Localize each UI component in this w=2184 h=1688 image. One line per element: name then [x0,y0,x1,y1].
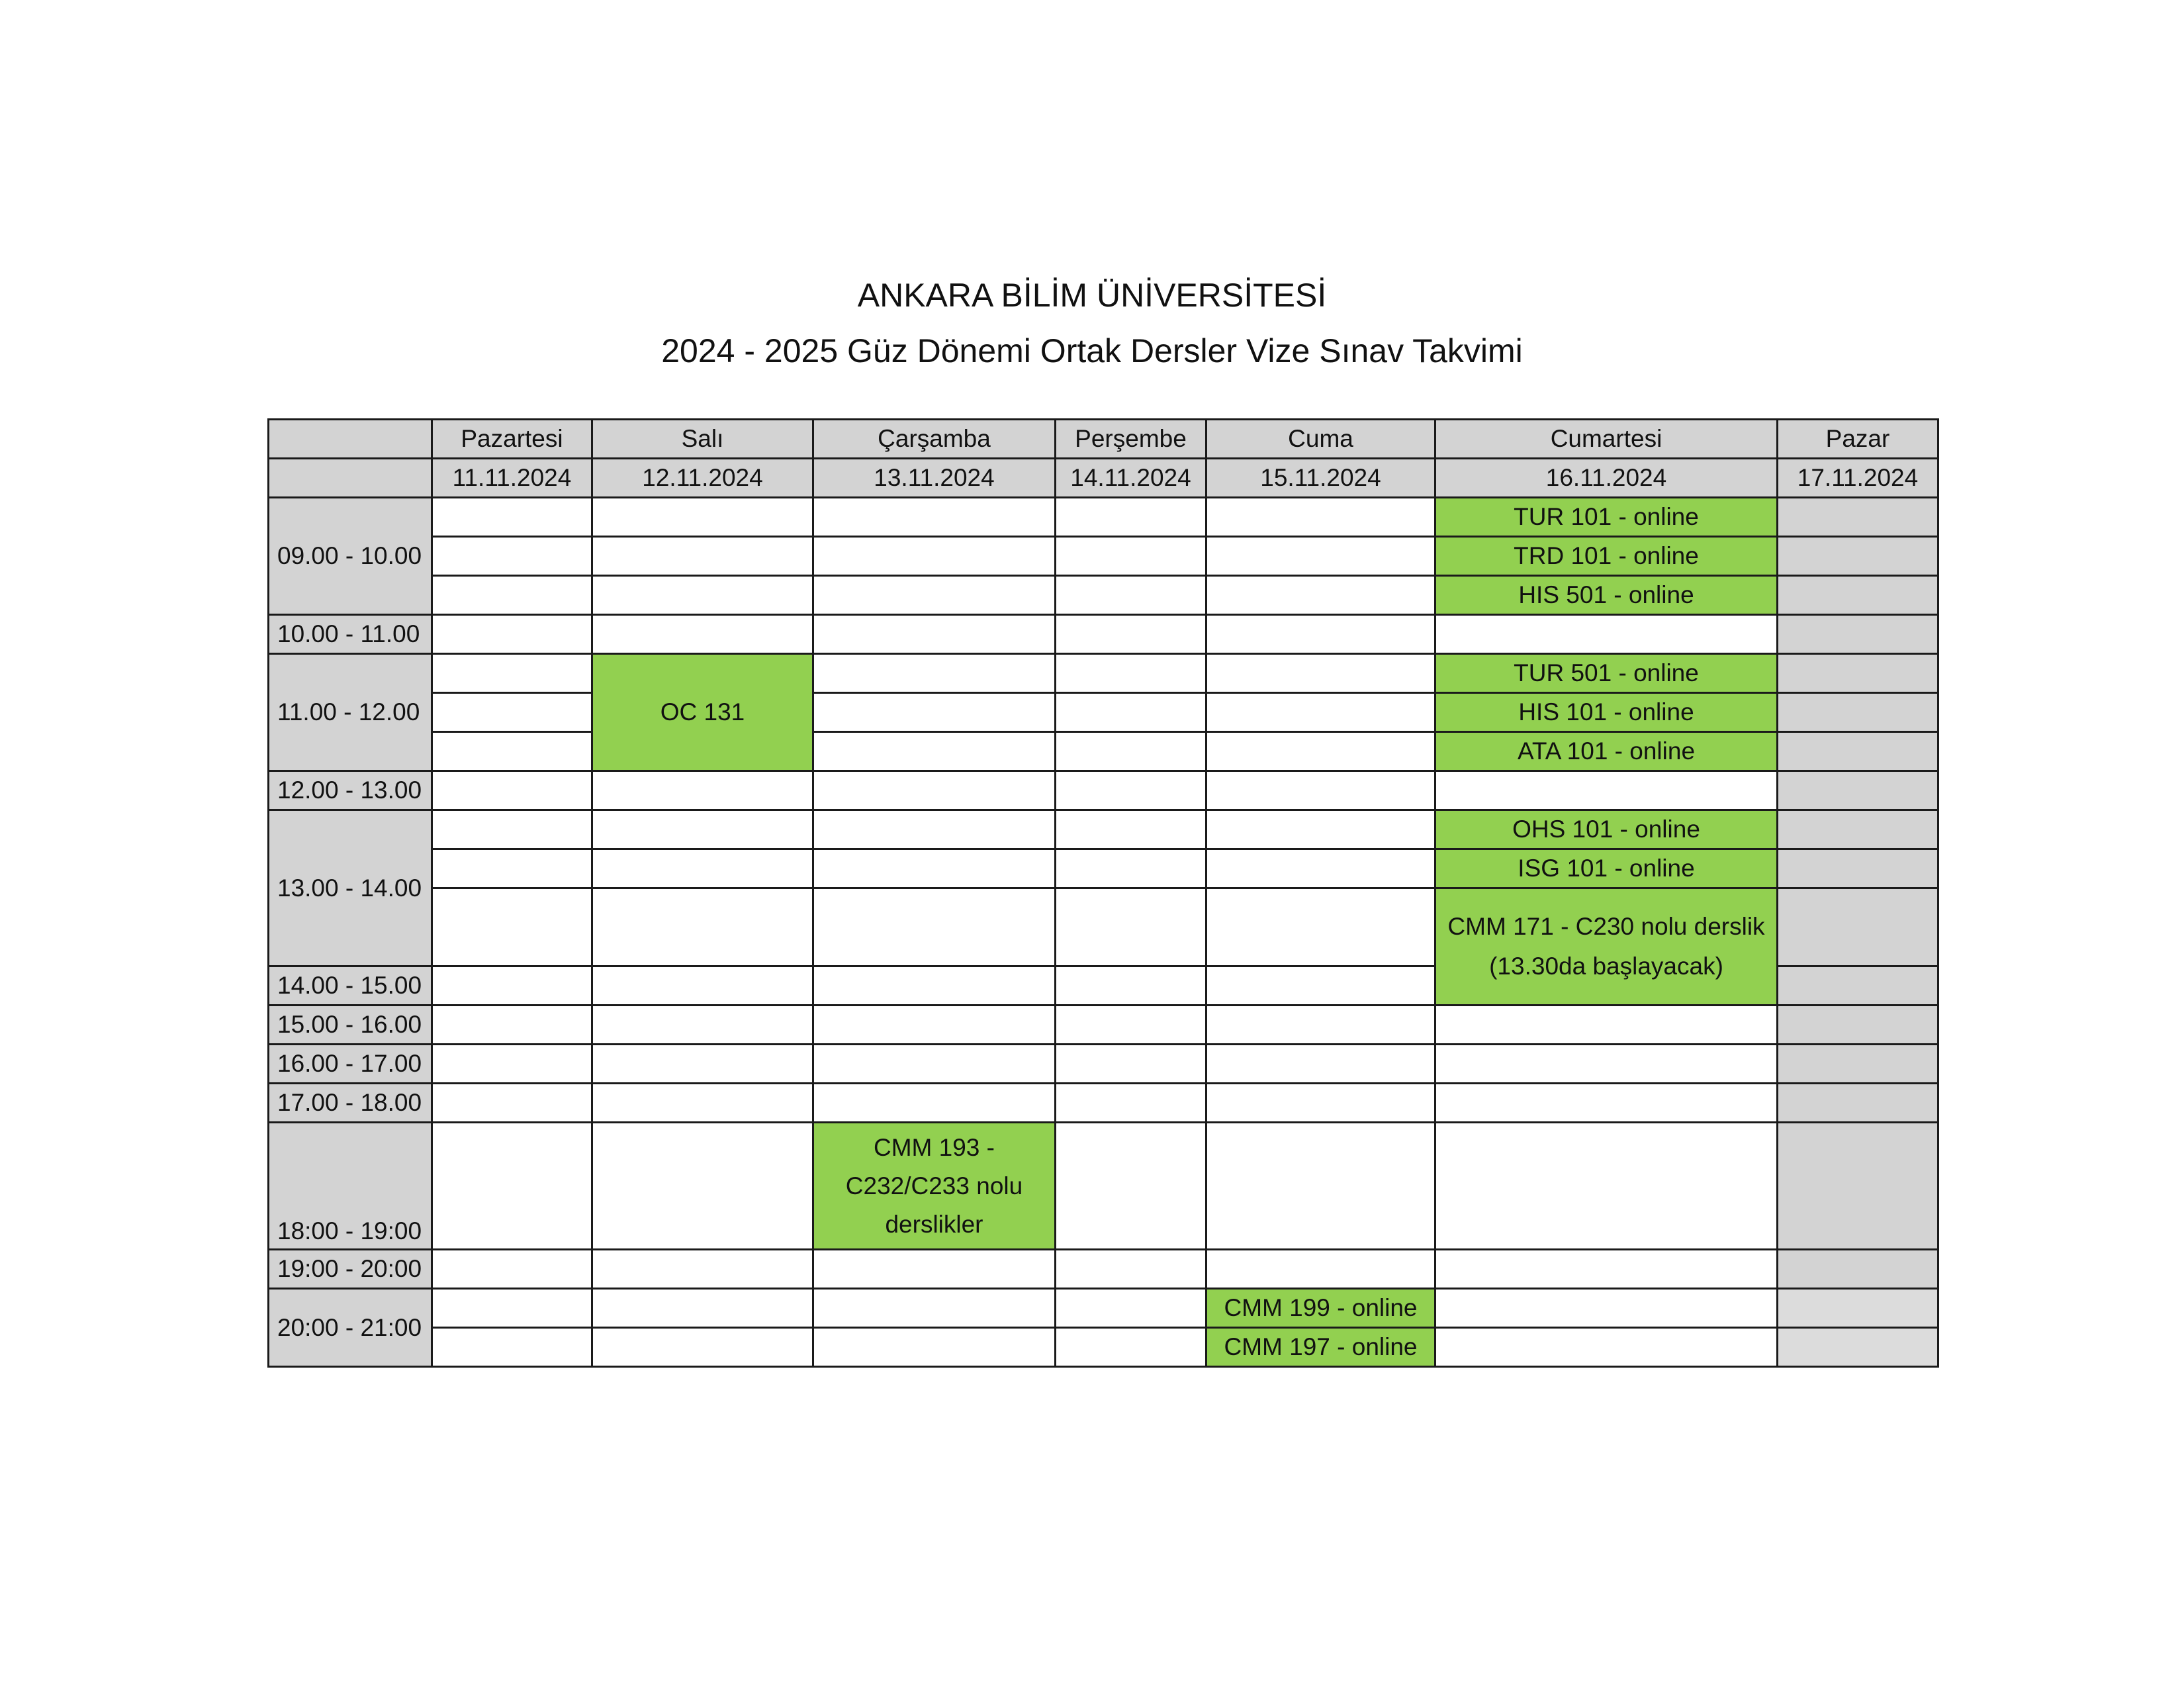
empty-cell [432,732,592,771]
corner-cell [269,420,432,459]
empty-cell [432,1289,592,1328]
empty-cell [1056,1289,1206,1328]
empty-cell [432,888,592,966]
empty-cell [1056,693,1206,732]
empty-cell [1435,1250,1778,1289]
empty-cell [592,1289,813,1328]
sunday-cell [1778,1250,1938,1289]
exam-cell: TRD 101 - online [1435,537,1778,576]
day-name: Cuma [1206,420,1435,459]
empty-cell [1435,1045,1778,1084]
empty-cell [813,537,1056,576]
day-date: 16.11.2024 [1435,459,1778,498]
empty-cell [1056,1006,1206,1045]
sunday-cell [1778,537,1938,576]
empty-cell [432,1084,592,1123]
table-row [269,1289,1938,1328]
empty-cell [1056,498,1206,537]
table-row [269,1123,1938,1250]
date-header-row [269,459,1938,498]
empty-cell [1056,615,1206,654]
exam-cell: TUR 101 - online [1435,498,1778,537]
empty-cell [1056,576,1206,615]
sunday-cell [1778,654,1938,693]
empty-cell [592,537,813,576]
corner-cell [269,459,432,498]
empty-cell [1056,1328,1206,1367]
empty-cell [1206,771,1435,810]
empty-cell [432,537,592,576]
empty-cell [813,966,1056,1006]
empty-cell [813,1328,1056,1367]
empty-cell [1056,810,1206,849]
empty-cell [592,888,813,966]
empty-cell [432,576,592,615]
sunday-cell [1778,966,1938,1006]
empty-cell [1206,888,1435,966]
sunday-cell [1778,1006,1938,1045]
time-slot-label: 13.00 - 14.00 [269,810,432,966]
empty-cell [813,1084,1056,1123]
empty-cell [1435,1289,1778,1328]
sunday-cell [1778,771,1938,810]
time-slot-label: 11.00 - 12.00 [269,654,432,771]
empty-cell [432,1250,592,1289]
table-row [269,1045,1938,1084]
day-name: Salı [592,420,813,459]
empty-cell [1056,1084,1206,1123]
time-slot-label: 14.00 - 15.00 [269,966,432,1006]
empty-cell [432,654,592,693]
empty-cell [1435,615,1778,654]
empty-cell [813,654,1056,693]
empty-cell [432,1328,592,1367]
time-slot-label: 17.00 - 18.00 [269,1084,432,1123]
table-row [269,693,1938,732]
empty-cell [1056,1123,1206,1250]
empty-cell [1435,1006,1778,1045]
empty-cell [592,1328,813,1367]
table-row [269,537,1938,576]
empty-cell [1206,498,1435,537]
empty-cell [813,810,1056,849]
sunday-cell [1778,732,1938,771]
table-row [269,771,1938,810]
exam-cell: CMM 197 - online [1206,1328,1435,1367]
empty-cell [1435,1328,1778,1367]
time-slot-label: 09.00 - 10.00 [269,498,432,615]
sunday-cell [1778,576,1938,615]
empty-cell [1206,1006,1435,1045]
exam-cell: CMM 199 - online [1206,1289,1435,1328]
table-row [269,1006,1938,1045]
time-slot-label: 16.00 - 17.00 [269,1045,432,1084]
sunday-cell [1778,615,1938,654]
table-row [269,732,1938,771]
empty-cell [1056,849,1206,888]
sunday-cell [1778,1289,1938,1328]
time-slot-label: 12.00 - 13.00 [269,771,432,810]
exam-cell: TUR 501 - online [1435,654,1778,693]
empty-cell [813,693,1056,732]
empty-cell [592,966,813,1006]
empty-cell [432,1123,592,1250]
day-date: 11.11.2024 [432,459,592,498]
empty-cell [813,498,1056,537]
day-date: 14.11.2024 [1056,459,1206,498]
empty-cell [1056,966,1206,1006]
empty-cell [432,810,592,849]
empty-cell [813,1006,1056,1045]
exam-cell: ISG 101 - online [1435,849,1778,888]
day-name: Perşembe [1056,420,1206,459]
empty-cell [1435,1123,1778,1250]
empty-cell [813,1250,1056,1289]
empty-cell [1206,1123,1435,1250]
sunday-cell [1778,693,1938,732]
empty-cell [813,1289,1056,1328]
day-name: Çarşamba [813,420,1056,459]
exam-cell-note: (13.30da başlayacak) [1489,953,1723,980]
empty-cell [592,1045,813,1084]
empty-cell [1056,1250,1206,1289]
empty-cell [813,615,1056,654]
empty-cell [1206,654,1435,693]
empty-cell [592,576,813,615]
empty-cell [1206,693,1435,732]
empty-cell [1206,966,1435,1006]
day-name: Pazartesi [432,420,592,459]
empty-cell [592,615,813,654]
empty-cell [1056,1045,1206,1084]
university-title: ANKARA BİLİM ÜNİVERSİTESİ [857,277,1327,314]
empty-cell [1206,1250,1435,1289]
exam-cell: CMM 193 - C232/C233 nolu derslikler [813,1123,1056,1250]
sunday-cell [1778,498,1938,537]
empty-cell [1056,888,1206,966]
empty-cell [813,888,1056,966]
sunday-cell [1778,849,1938,888]
empty-cell [432,771,592,810]
empty-cell [1435,771,1778,810]
empty-cell [1206,1084,1435,1123]
empty-cell [1435,1084,1778,1123]
empty-cell [592,498,813,537]
day-date: 13.11.2024 [813,459,1056,498]
table-row [269,810,1938,849]
exam-cell-line: CMM 171 - C230 nolu derslik [1447,913,1765,940]
sunday-cell [1778,810,1938,849]
exam-cell [1435,888,1778,1006]
sunday-cell [1778,1045,1938,1084]
empty-cell [592,1084,813,1123]
exam-cell: HIS 501 - online [1435,576,1778,615]
table-row [269,1328,1938,1367]
table-row [269,576,1938,615]
empty-cell [592,771,813,810]
day-name: Pazar [1778,420,1938,459]
time-slot-label: 19:00 - 20:00 [269,1250,432,1289]
empty-cell [1056,732,1206,771]
empty-cell [1206,849,1435,888]
empty-cell [432,849,592,888]
day-name: Cumartesi [1435,420,1778,459]
empty-cell [1056,771,1206,810]
empty-cell [592,849,813,888]
empty-cell [592,1006,813,1045]
schedule-title: 2024 - 2025 Güz Dönemi Ortak Dersler Vize Sınav Takvimi [661,332,1523,369]
table-row [269,849,1938,888]
empty-cell [813,576,1056,615]
table-row [269,498,1938,537]
empty-cell [1206,1045,1435,1084]
empty-cell [432,693,592,732]
empty-cell [1056,654,1206,693]
empty-cell [813,771,1056,810]
table-row [269,1084,1938,1123]
exam-cell: OC 131 [592,654,813,771]
table-row [269,1250,1938,1289]
empty-cell [1056,537,1206,576]
empty-cell [813,849,1056,888]
time-slot-label: 15.00 - 16.00 [269,1006,432,1045]
day-date: 12.11.2024 [592,459,813,498]
empty-cell [1206,576,1435,615]
empty-cell [432,1045,592,1084]
time-slot-label: 10.00 - 11.00 [269,615,432,654]
exam-cell: ATA 101 - online [1435,732,1778,771]
empty-cell [432,966,592,1006]
exam-cell: HIS 101 - online [1435,693,1778,732]
empty-cell [592,1250,813,1289]
empty-cell [1206,810,1435,849]
exam-schedule-table [267,418,1939,1368]
sunday-cell [1778,1328,1938,1367]
day-date: 17.11.2024 [1778,459,1938,498]
time-slot-label: 20:00 - 21:00 [269,1289,432,1367]
empty-cell [592,810,813,849]
sunday-cell [1778,1084,1938,1123]
empty-cell [432,1006,592,1045]
sunday-cell [1778,888,1938,966]
empty-cell [1206,732,1435,771]
exam-cell: OHS 101 - online [1435,810,1778,849]
time-slot-label: 18:00 - 19:00 [269,1123,432,1250]
sunday-cell [1778,1123,1938,1250]
day-header-row [269,420,1938,459]
empty-cell [1206,537,1435,576]
empty-cell [432,498,592,537]
table-row [269,615,1938,654]
empty-cell [1206,615,1435,654]
table-row [269,888,1938,966]
empty-cell [432,615,592,654]
empty-cell [813,1045,1056,1084]
day-date: 15.11.2024 [1206,459,1435,498]
empty-cell [592,1123,813,1250]
empty-cell [813,732,1056,771]
table-row [269,654,1938,693]
